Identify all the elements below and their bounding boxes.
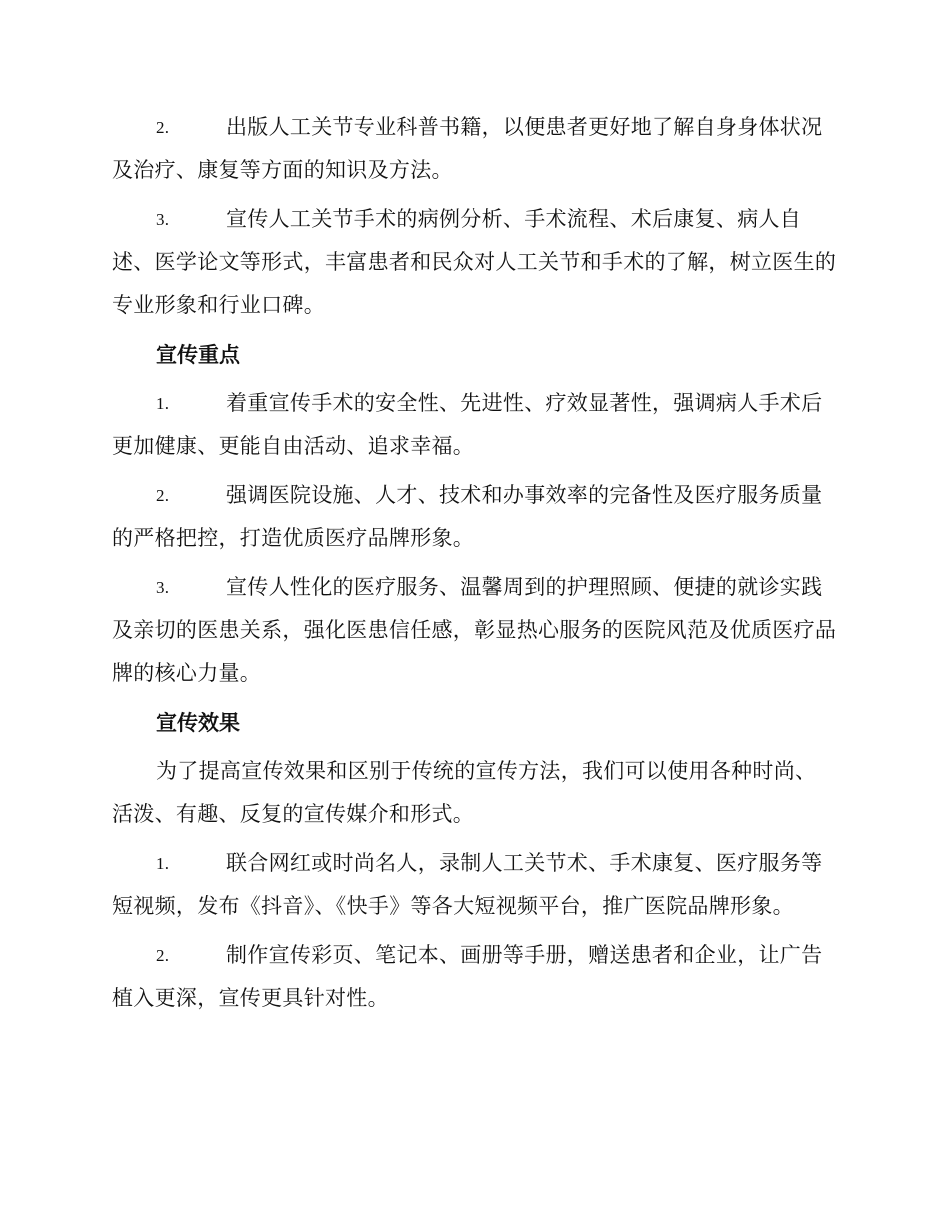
list-item-text: 宣传人性化的医疗服务、温馨周到的护理照顾、便捷的就诊实践及亲切的医患关系，强化医患信任感，彰显热心服务的医院风范及优质医疗品牌的核心力量。 [112,575,837,685]
list-item [112,474,837,560]
list-item-text: 出版人工关节专业科普书籍，以便患者更好地了解自身身体状况及治疗、康复等方面的知识及方法。 [112,115,823,182]
list-item [112,842,837,928]
list-number: 2. [156,486,170,505]
list-number: 3. [156,578,170,597]
list-item-text: 强调医院设施、人才、技术和办事效率的完备性及医疗服务质量的严格把控，打造优质医疗品牌形象。 [112,483,823,550]
list-item [112,382,837,468]
section-heading-focus: 宣传重点 [156,342,240,367]
list-item [112,566,837,695]
list-number: 2. [156,946,170,965]
list-number: 1. [156,394,170,413]
list-item-text: 宣传人工关节手术的病例分析、手术流程、术后康复、病人自述、医学论文等形式，丰富患者和民众对人工关节和手术的了解，树立医生的专业形象和行业口碑。 [112,207,837,317]
list-item [112,106,837,192]
list-item-text: 联合网红或时尚名人，录制人工关节术、手术康复、医疗服务等短视频，发布《抖音》、《快手》等各大短视频平台，推广医院品牌形象。 [112,851,823,918]
list-item [112,198,837,327]
section-heading-effect: 宣传效果 [156,710,240,735]
document-body [112,106,837,1026]
list-item-text: 着重宣传手术的安全性、先进性、疗效显著性，强调病人手术后更加健康、更能自由活动、追求幸福。 [112,391,823,458]
list-item [112,934,837,1020]
list-number: 3. [156,210,170,229]
list-number: 2. [156,118,170,137]
list-number: 1. [156,854,170,873]
list-item-text: 制作宣传彩页、笔记本、画册等手册，赠送患者和企业，让广告植入更深，宣传更具针对性。 [112,943,823,1010]
effect-intro-paragraph: 为了提高宣传效果和区别于传统的宣传方法，我们可以使用各种时尚、活泼、有趣、反复的宣传媒介和形式。 [112,759,817,826]
